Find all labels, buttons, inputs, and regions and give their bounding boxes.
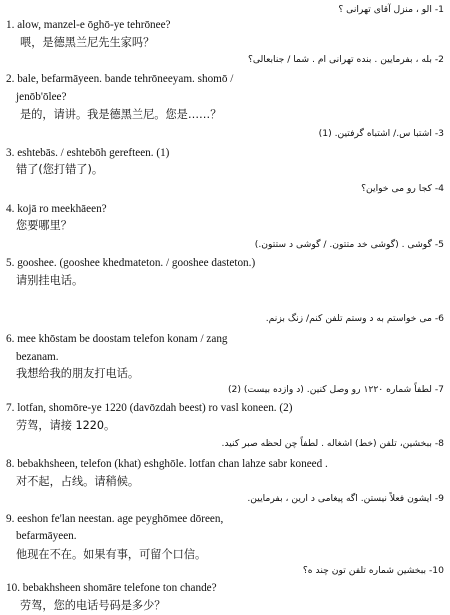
transliteration-line: jenōb'ōlee?	[16, 91, 67, 103]
chinese-translation: 错了(您打错了)。	[16, 163, 104, 176]
chinese-translation: 您要哪里？	[16, 219, 72, 232]
persian-line: 4- کجا رو می خواین؟	[361, 183, 444, 194]
chinese-translation: 请别挂电话。	[16, 274, 84, 287]
transliteration-line: 6. mee khōstam be doostam telefon konam / zang	[6, 333, 228, 345]
chinese-translation: 我想给我的朋友打电话。	[16, 367, 140, 380]
transliteration-line: 7. lotfan, shomōre-ye 1220 (davōzdah beest) ro vasl koneen. (2)	[6, 402, 293, 414]
transliteration-line: 5. gooshee. (gooshee khedmateton. / gooshee dasteton.)	[6, 257, 256, 269]
chinese-translation: 喂，是德黑兰尼先生家吗？	[20, 36, 155, 49]
chinese-translation: 他现在不在。如果有事，可留个口信。	[16, 548, 207, 561]
persian-line: 7- لطفاً شماره ۱۲۲۰ رو وصل کنین. (د وازده بیست) (2)	[227, 384, 444, 395]
transliteration-line: 8. bebakhsheen, telefon (khat) eshghōle. lotfan chan lahze sabr koneed .	[6, 458, 328, 470]
persian-line: 3- اشتبا س./ اشتباه گرفتین. (1)	[318, 128, 444, 139]
persian-line: 1- الو ، منزل آقای تهرانی ؟	[338, 4, 444, 15]
persian-line: 6- می خواستم به د وستم تلفن کنم/ زنگ بزنم.	[265, 313, 444, 324]
transliteration-line: 2. bale, befarmāyeen. bande tehrōneeyam. shomō /	[6, 73, 234, 85]
persian-line: 10- ببخشین شماره تلفن تون چند ه؟	[302, 565, 444, 576]
transliteration-line: 10. bebakhsheen shomāre telefone ton chande?	[6, 582, 217, 594]
transliteration-line: 9. eeshon fe'lan neestan. age peyghōmee dōreen,	[6, 513, 224, 525]
transliteration-line: 4. kojā ro meekhāeen?	[6, 203, 107, 215]
transliteration-line: bezanam.	[16, 351, 59, 363]
transliteration-line: 3. eshtebās. / eshtebōh gerefteen. (1)	[6, 147, 170, 159]
chinese-translation: 劳驾，您的电话号码是多少？	[20, 599, 166, 612]
persian-line: 2- بله ، بفرمایین . بنده تهرانی ام . شما / جنابعالی؟	[247, 54, 444, 65]
persian-line: 5- گوشی . (گوشی خد متتون. / گوشی د ستتون.)	[254, 239, 444, 250]
persian-line: 8- ببخشین، تلفن (خط) اشغاله . لطفاً چن لحظه صبر کنید.	[221, 438, 444, 449]
chinese-translation: 是的，请讲。我是德黑兰尼。您是……？	[20, 108, 222, 121]
chinese-translation: 劳驾，请接 1220。	[16, 419, 116, 432]
chinese-translation: 对不起，占线。请稍候。	[16, 475, 140, 488]
transliteration-line: 1. alow, manzel-e ōghō-ye tehrōnee?	[6, 19, 171, 31]
persian-line: 9- ایشون فعلاً نیستن. اگه پیغامی د ارین ، بفرمایین.	[247, 493, 444, 504]
transliteration-line: befarmāyeen.	[16, 530, 77, 542]
